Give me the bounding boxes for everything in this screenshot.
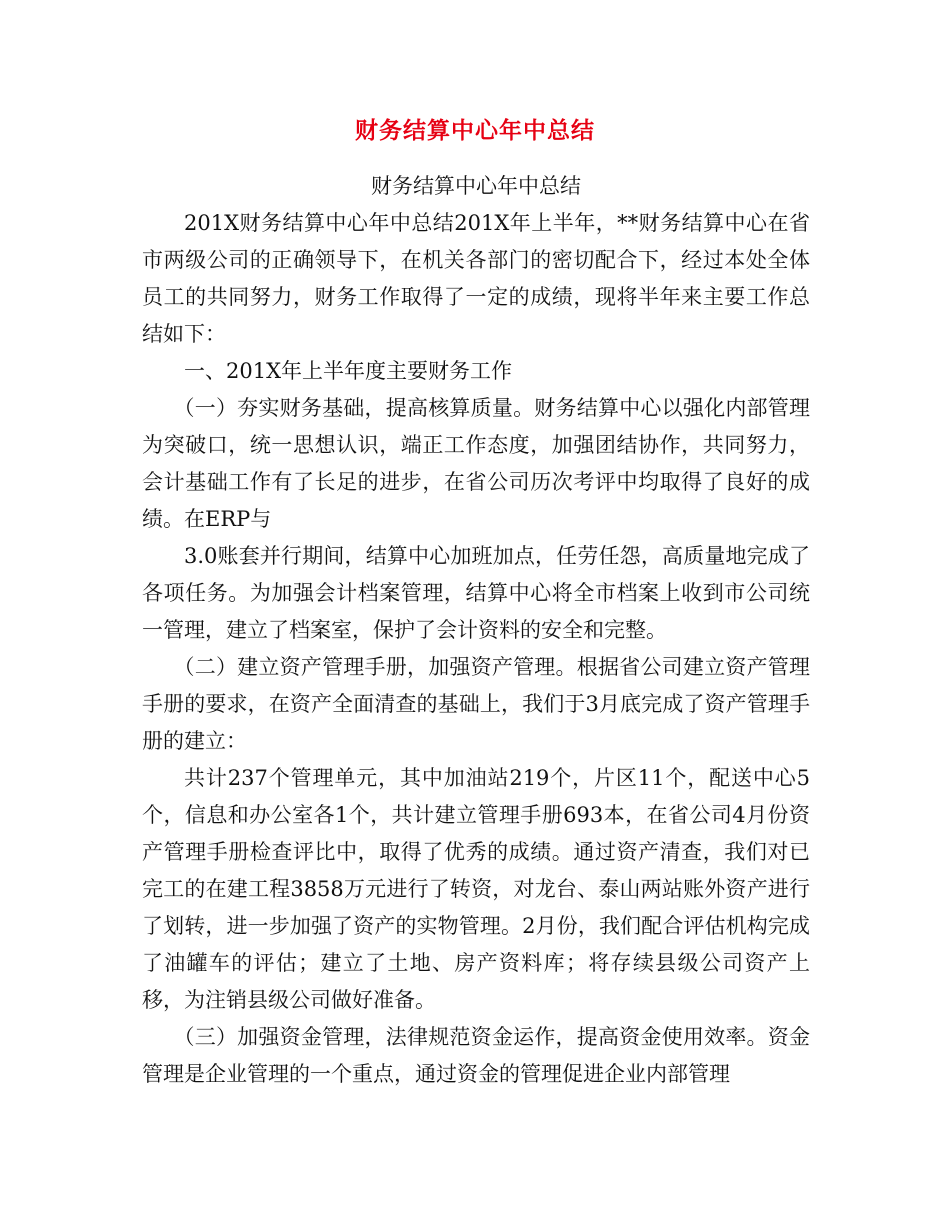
- paragraph-section-2-continued: 共计237个管理单元，其中加油站219个，片区11个，配送中心5个，信息和办公室各1个，共计建立管理手册693本，在省公司4月份资产管理手册检查评比中，取得了优秀的成绩。通过资产清查，我们对已完工的在建工程3858万元进行了转资，对龙台、泰山两站账外资产进行了划转，进一步加强了资产的实物管理。2月份，我们配合评估机构完成了油罐车的评估；建立了土地、房产资料库；将存续县级公司资产上移，为注销县级公司做好准备。: [142, 766, 810, 1012]
- paragraph-section-3: （三）加强资金管理，法律规范资金运作，提高资金使用效率。资金管理是企业管理的一个重点，通过资金的管理促进企业内部管理: [142, 1025, 810, 1086]
- paragraph-section-2: （二）建立资产管理手册，加强资产管理。根据省公司建立资产管理手册的要求，在资产全面清查的基础上，我们于3月底完成了资产管理手册的建立：: [142, 655, 810, 753]
- document-body: [142, 168, 810, 1093]
- document-title: 财务结算中心年中总结: [355, 118, 595, 144]
- document-subtitle: 财务结算中心年中总结: [371, 174, 581, 198]
- paragraph-section-1-continued: 3.0账套并行期间，结算中心加班加点，任劳任怨，高质量地完成了各项任务。为加强会计档案管理，结算中心将全市档案上收到市公司统一管理，建立了档案室，保护了会计资料的安全和完整。: [142, 544, 810, 642]
- paragraph-intro: 201X财务结算中心年中总结201X年上半年，**财务结算中心在省市两级公司的正确领导下，在机关各部门的密切配合下，经过本处全体员工的共同努力，财务工作取得了一定的成绩，现将半年来主要工作总结如下：: [142, 211, 810, 346]
- paragraph-section-1: （一）夯实财务基础，提高核算质量。财务结算中心以强化内部管理为突破口，统一思想认识，端正工作态度，加强团结协作，共同努力，会计基础工作有了长足的进步，在省公司历次考评中均取得了良好的成绩。在ERP与: [142, 396, 810, 531]
- section-heading: 一、201X年上半年度主要财务工作: [184, 359, 513, 383]
